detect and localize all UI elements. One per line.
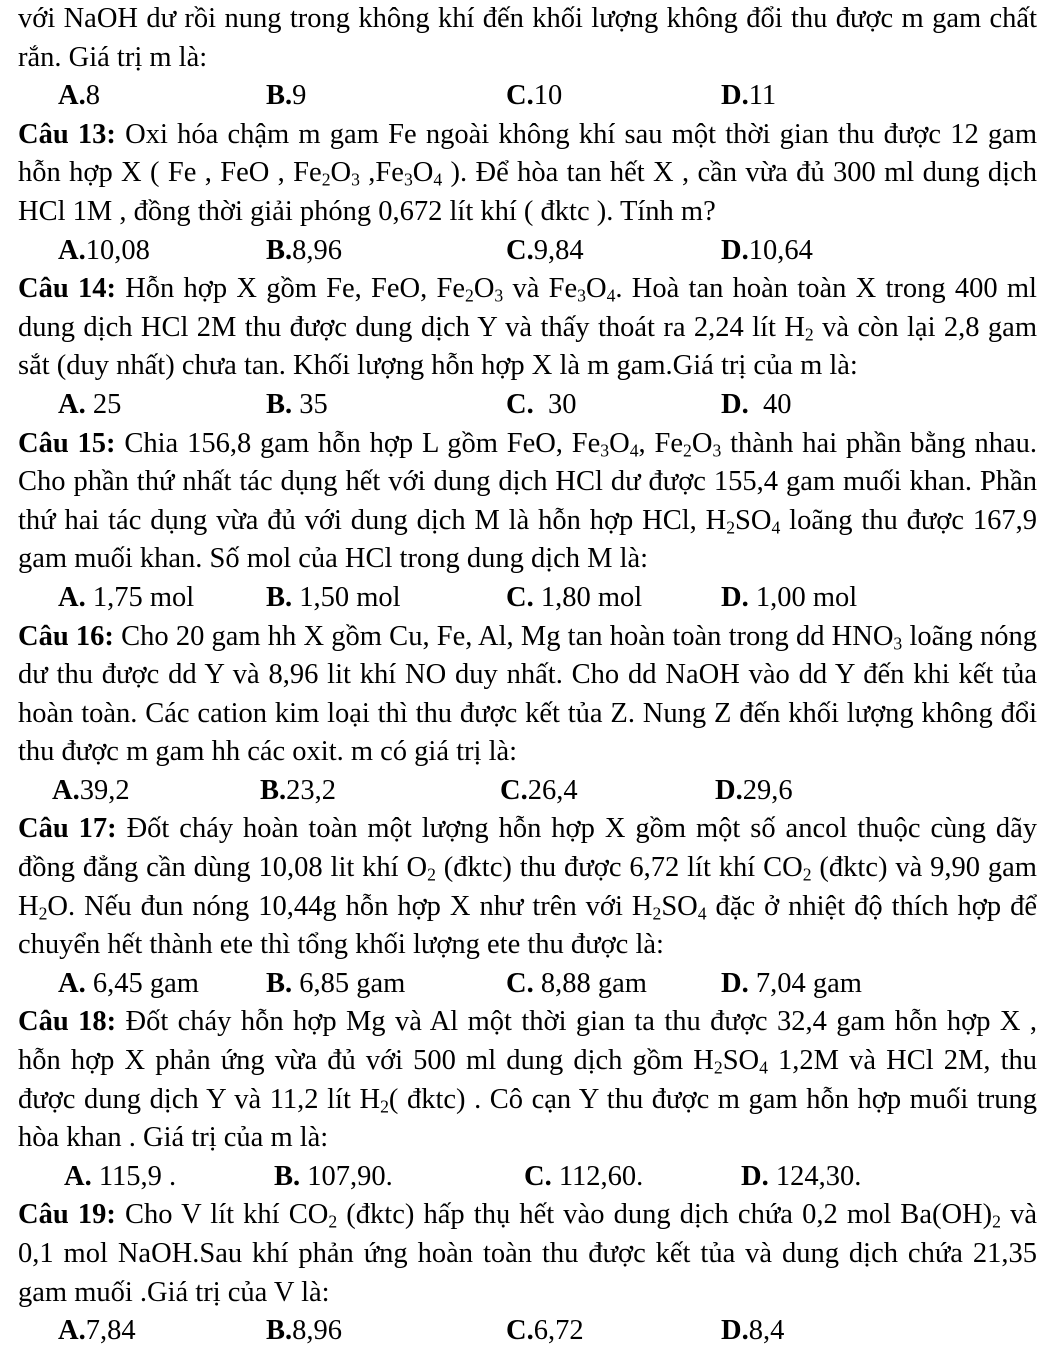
option-c: C.9,84 <box>506 234 584 266</box>
option-a: A.39,2 <box>52 774 130 806</box>
answer-options <box>18 386 1037 425</box>
question-text: Câu 13: Oxi hóa chậm m gam Fe ngoài không khí sau một thời gian thu được 12 gam hỗn hợp X ( Fe , FeO , $Fe_2O_3$ $,Fe_3O_4$ ). Để hòa tan hết X , cần vừa đủ 300 ml dung dịch HCl 1M , đồng thời giải phóng 0,672 lít khí ( đktc ). Tính m? <box>18 118 1038 227</box>
answer-options <box>18 772 1037 811</box>
option-b: B. 1,50 mol <box>266 581 401 613</box>
option-a: A.8 <box>58 80 100 112</box>
question-19 <box>18 1196 1037 1350</box>
intro-text: với NaOH dư rồi nung trong không khí đến khối lượng không đổi thu được m gam chất rắn. Giá trị m là: <box>18 3 1037 73</box>
question-number: Câu 15: <box>18 427 116 459</box>
option-c: C.26,4 <box>500 774 578 806</box>
option-d: D. 124,30. <box>741 1160 862 1192</box>
option-d: D. 1,00 mol <box>721 581 858 613</box>
question-text: Câu 14: Hỗn hợp X gồm Fe, FeO, $Fe_2O_3$ và $Fe_3O_4$. Hoà tan hoàn toàn X trong 400 ml dung dịch HCl 2M thu được dung dịch Y và thấy thoát ra 2,24 lít $H_2$ và còn lại 2,8 gam sắt (duy nhất) chưa tan. Khối lượng hỗn hợp X là m gam.Giá trị của m là: <box>18 273 1038 382</box>
question-text: Câu 17: Đốt cháy hoàn toàn một lượng hỗn hợp X gồm một số ancol thuộc cùng dãy đồng đẳng cần dùng 10,08 lit khí $O_2$ (đktc) thu được 6,72 lít khí $CO_2$ (đktc) và 9,90 gam $H_2O$. Nếu đun nóng 10,44g hỗn hợp X như trên với $H_2SO_4$ đặc ở nhiệt độ thích hợp để chuyển hết thành ete thì tổng khối lượng ete thu được là: <box>18 813 1037 961</box>
option-b: B.8,96 <box>266 1315 343 1347</box>
option-d: D.10,64 <box>721 234 813 266</box>
question-number: Câu 14: <box>18 273 116 305</box>
question-number: Câu 13: <box>18 118 116 150</box>
option-d: D.11 <box>721 80 777 112</box>
question-continuation <box>18 0 1037 116</box>
option-d: D. 7,04 gam <box>721 967 862 999</box>
option-b: B.9 <box>266 80 307 112</box>
question-13 <box>18 116 1037 270</box>
option-b: B. 35 <box>266 388 328 420</box>
option-c: C. 8,88 gam <box>506 967 647 999</box>
question-15 <box>18 425 1037 618</box>
answer-options <box>18 965 1037 1004</box>
question-text: Câu 18: Đốt cháy hỗn hợp Mg và Al một thời gian ta thu được 32,4 gam hỗn hợp X , hỗn hợp X phản ứng vừa đủ với 500 ml dung dịch gồm $H_2SO_4$ 1,2M và HCl 2M, thu được dung dịch Y và 11,2 lít $H_2$( đktc) . Cô cạn Y thu được m gam hỗn hợp muối trung hòa khan . Giá trị của m là: <box>18 1006 1037 1154</box>
question-number: Câu 19: <box>18 1199 116 1231</box>
answer-options <box>18 232 1037 271</box>
option-a: A. 25 <box>58 388 122 420</box>
option-c: C. 30 <box>506 388 577 420</box>
answer-options <box>18 1158 1037 1197</box>
question-number: Câu 17: <box>18 813 117 845</box>
option-b: B. 107,90. <box>274 1160 393 1192</box>
question-text: Câu 15: Chia 156,8 gam hỗn hợp L gồm FeO, $Fe_3O_4$, $Fe_2O_3$ thành hai phần bằng nhau. Cho phần thứ nhất tác dụng hết với dung dịch HCl dư được 155,4 gam muối khan. Phần thứ hai tác dụng vừa đủ với dung dịch M là hỗn hợp HCl, $H_2SO_4$ loãng thu được 167,9 gam muối khan. Số mol của HCl trong dung dịch M là: <box>18 427 1038 575</box>
answer-options <box>18 77 1037 116</box>
answer-options <box>18 579 1037 618</box>
option-b: B.8,96 <box>266 234 343 266</box>
option-c: C.10 <box>506 80 563 112</box>
option-a: A.7,84 <box>58 1315 136 1347</box>
question-text: Câu 16: Cho 20 gam hh X gồm Cu, Fe, Al, Mg tan hoàn toàn trong dd $HNO_3$ loãng nóng dư thu được dd Y và 8,96 lit khí NO duy nhất. Cho dd NaOH vào dd Y đến khi kết tủa hoàn toàn. Các cation kim loại thì thu được kết tủa Z. Nung Z đến khối lượng không đổi thu được m gam hh các oxit. m có giá trị là: <box>18 620 1037 768</box>
answer-options <box>18 1312 1037 1351</box>
option-a: A. 115,9 . <box>64 1160 177 1192</box>
option-a: A. 6,45 gam <box>58 967 199 999</box>
option-c: C. 112,60. <box>524 1160 644 1192</box>
question-text: Câu 19: Cho V lít khí $CO_2$ (đktc) hấp thụ hết vào dung dịch chứa 0,2 mol $Ba(OH)_2$ và 0,1 mol NaOH.Sau khí phản ứng hoàn toàn thu được kết tủa và dung dịch chứa 21,35 gam muối .Giá trị của V là: <box>18 1199 1037 1308</box>
option-a: A. 1,75 mol <box>58 581 195 613</box>
option-d: D.29,6 <box>715 774 793 806</box>
option-d: D. 40 <box>721 388 792 420</box>
option-c: C.6,72 <box>506 1315 584 1347</box>
question-number: Câu 16: <box>18 620 114 652</box>
option-a: A.10,08 <box>58 234 150 266</box>
question-17 <box>18 810 1037 1003</box>
option-d: D.8,4 <box>721 1315 785 1347</box>
question-18 <box>18 1003 1037 1196</box>
question-16 <box>18 618 1037 811</box>
option-b: B. 6,85 gam <box>266 967 406 999</box>
option-b: B.23,2 <box>260 774 337 806</box>
option-c: C. 1,80 mol <box>506 581 643 613</box>
question-number: Câu 18: <box>18 1006 117 1038</box>
question-14 <box>18 270 1037 424</box>
